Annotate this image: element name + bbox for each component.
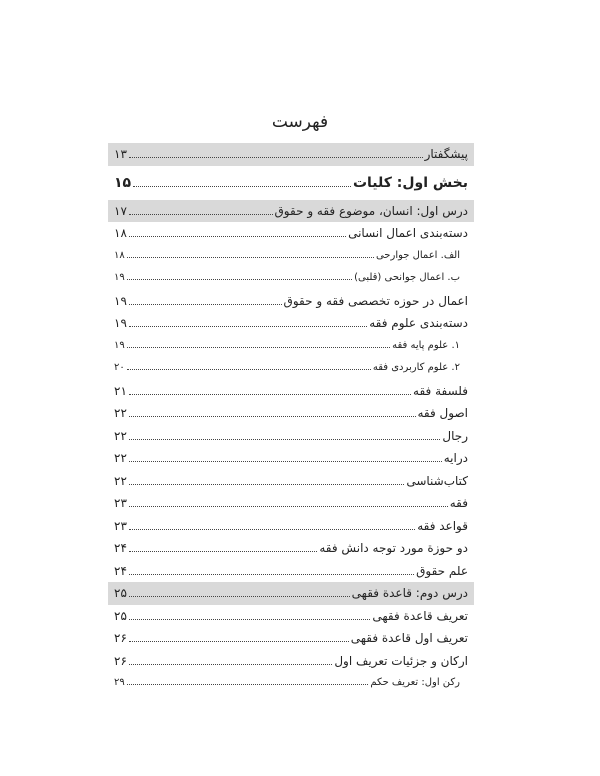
toc-entry-page: ۲۳ <box>114 496 127 510</box>
toc-entry[interactable] <box>108 357 474 380</box>
dot-leader <box>129 303 282 305</box>
toc-entry-label: بخش اول: کلیات <box>352 174 468 191</box>
toc-entry-label: علم حقوق <box>416 563 468 578</box>
toc-entry[interactable] <box>108 470 474 493</box>
dot-leader <box>127 368 371 370</box>
toc-entry-label: دو حوزة مورد توجه دانش فقه <box>319 541 468 555</box>
toc-entry-label: ارکان و جزئیات تعریف اول <box>334 653 468 668</box>
dot-leader <box>129 595 350 597</box>
toc-entry[interactable] <box>108 515 474 538</box>
toc-entry[interactable] <box>108 650 474 673</box>
toc-entry-label: دسته‌بندی علوم فقه <box>369 316 468 330</box>
dot-leader <box>127 256 374 258</box>
toc-entry[interactable] <box>108 312 474 335</box>
dot-leader <box>129 663 332 665</box>
toc-entry-page: ۲۲ <box>114 428 127 443</box>
toc-entry-page: ۱۷ <box>114 203 127 218</box>
toc-entry-label: اعمال در حوزه تخصصی فقه و حقوق <box>283 293 468 308</box>
toc-entry-page: ۱۹ <box>114 316 127 330</box>
toc-entry[interactable] <box>108 425 474 448</box>
toc-entry-page: ۲۶ <box>114 653 127 668</box>
toc-entry[interactable] <box>108 560 474 583</box>
dot-leader <box>129 640 349 642</box>
toc-entry-page: ۲۹ <box>114 677 125 688</box>
toc-entry-label: درس دوم: قاعدة فقهی <box>351 586 468 600</box>
dot-leader <box>129 550 317 552</box>
page-title: فهرست <box>271 112 329 132</box>
dot-leader <box>129 573 414 575</box>
dot-leader <box>129 438 441 440</box>
toc-entry-label: قواعد فقه <box>417 518 468 533</box>
toc-entry[interactable] <box>108 290 474 313</box>
toc-entry[interactable] <box>108 335 474 358</box>
toc-entry-label: رکن اول: تعریف حکم <box>370 677 460 688</box>
toc-entry[interactable] <box>108 672 474 695</box>
toc-entry-label: فلسفة فقه <box>413 383 468 398</box>
toc-entry[interactable] <box>108 492 474 515</box>
toc-entry-label: کتاب‌شناسی <box>406 473 468 488</box>
toc-entry-page: ۲۵ <box>114 608 127 623</box>
toc-entry-label: تعریف اول قاعدة فقهی <box>350 631 468 645</box>
toc-entry[interactable] <box>108 245 474 268</box>
dot-leader <box>129 325 367 327</box>
toc-entry-page: ۲۲ <box>114 473 127 488</box>
toc-entry-page: ۱۹ <box>114 272 125 283</box>
toc-entry[interactable] <box>108 537 474 560</box>
toc-entry[interactable] <box>108 143 474 166</box>
dot-leader <box>129 528 415 530</box>
toc-entry-label: دسته‌بندی اعمال انسانی <box>348 226 468 240</box>
toc-entry-page: ۲۰ <box>114 362 125 373</box>
toc-entry-label: اصول فقه <box>417 406 468 420</box>
toc-entry-label: ب. اعمال جوانحی (قلبی) <box>354 272 460 283</box>
toc-entry-label: رجال <box>442 428 468 443</box>
dot-leader <box>127 278 352 280</box>
toc-entry-label: تعریف قاعدة فقهی <box>372 608 468 623</box>
toc-entry-page: ۲۶ <box>114 631 127 645</box>
dot-leader <box>129 213 273 215</box>
toc-entry-page: ۱۳ <box>114 147 127 161</box>
dot-leader <box>129 460 442 462</box>
dot-leader <box>129 415 416 417</box>
dot-leader <box>129 393 411 395</box>
dot-leader <box>129 483 404 485</box>
toc-entry[interactable] <box>108 200 474 223</box>
toc-entry[interactable] <box>108 166 474 200</box>
toc-entry-page: ۲۲ <box>114 406 127 420</box>
toc-entry[interactable] <box>108 627 474 650</box>
dot-leader <box>133 185 351 187</box>
dot-leader <box>129 505 448 507</box>
toc-entry-page: ۲۳ <box>114 518 127 533</box>
dot-leader <box>129 235 346 237</box>
toc-entry-label: ۲. علوم کاربردی فقه <box>372 362 460 373</box>
toc-entry-label: فقه <box>449 496 468 510</box>
toc-entry[interactable] <box>108 402 474 425</box>
toc-entry-page: ۲۴ <box>114 563 127 578</box>
toc-entry-label: ۱. علوم پایه فقه <box>392 339 460 351</box>
toc-entry[interactable] <box>108 222 474 245</box>
toc-entry-page: ۱۹ <box>114 293 127 308</box>
dot-leader <box>127 683 369 685</box>
toc-entry-page: ۲۵ <box>114 586 127 600</box>
toc-entry-page: ۱۹ <box>114 339 125 351</box>
toc-entry-label: الف. اعمال جوارحی <box>375 249 460 261</box>
dot-leader <box>129 156 423 158</box>
dot-leader <box>127 346 390 348</box>
toc-entry[interactable] <box>108 605 474 628</box>
toc-entry-page: ۱۵ <box>114 174 132 191</box>
toc-entry-page: ۲۲ <box>114 451 127 465</box>
toc-entry-page: ۱۸ <box>114 226 127 240</box>
toc-entry[interactable] <box>108 582 474 605</box>
toc-entry[interactable] <box>108 267 474 290</box>
toc-entry[interactable] <box>108 447 474 470</box>
toc-entry-page: ۱۸ <box>114 249 125 261</box>
toc-entry-label: پیشگفتار <box>424 147 468 161</box>
toc-entry[interactable] <box>108 380 474 403</box>
toc-entry-page: ۲۱ <box>114 383 127 398</box>
toc-entry-page: ۲۴ <box>114 541 127 555</box>
toc-list <box>108 143 474 695</box>
toc-entry-label: درس اول: انسان، موضوع فقه و حقوق <box>274 203 468 218</box>
toc-entry-label: درایه <box>443 451 468 465</box>
dot-leader <box>129 618 370 620</box>
